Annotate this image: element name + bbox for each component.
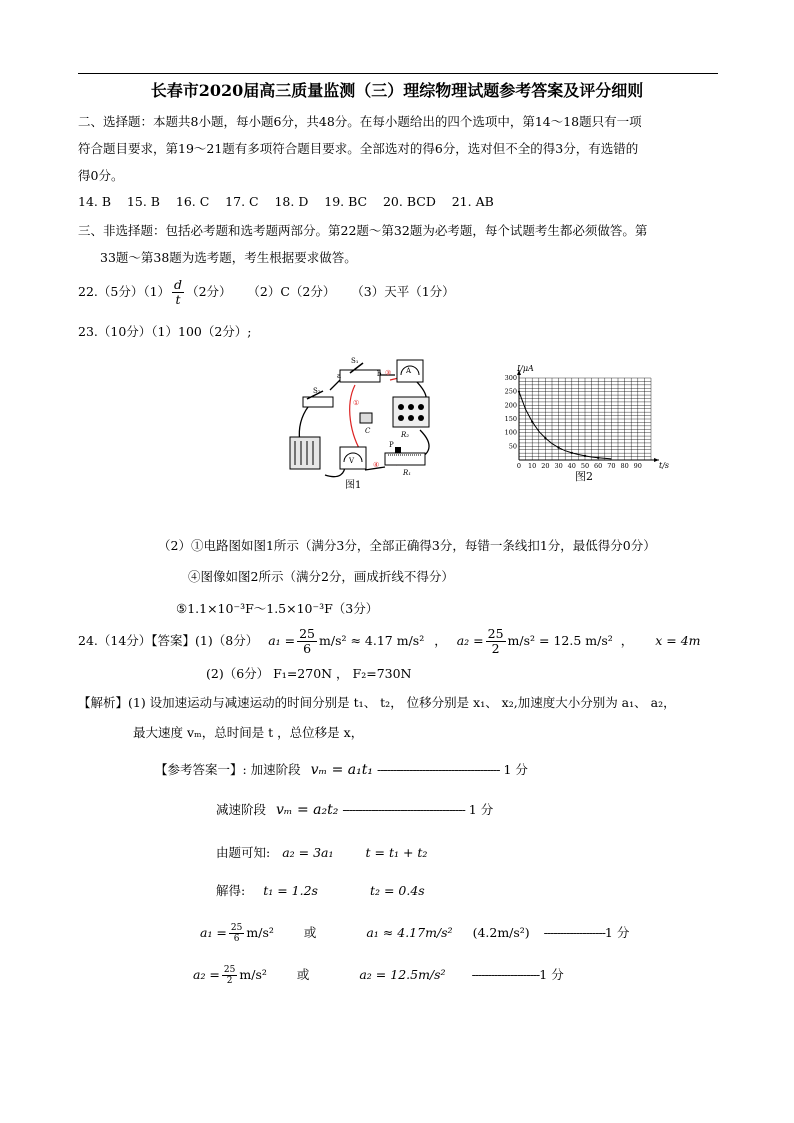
x-tick-label: 50	[580, 462, 590, 470]
x-tick-label: 70	[607, 462, 616, 470]
a2-frac	[222, 965, 237, 986]
label-n3: ③	[385, 369, 392, 377]
label-s1: S₁	[351, 357, 359, 365]
q24-analysis-line2: 最大速度 vₘ，总时间是 t ，总位移是 x，	[133, 725, 364, 740]
a1-frac-den: 6	[233, 934, 240, 944]
x-tick-label: 60	[594, 462, 603, 470]
y-tick-label: 150	[504, 415, 517, 423]
a1-or: 或	[303, 925, 317, 940]
chart-xlabel: t/s	[659, 461, 670, 470]
a2-score: 1 分	[539, 967, 564, 982]
q22-rest: （2分） （2）C（2分） （3）天平（1分）	[186, 284, 455, 299]
q22-frac-den: t	[175, 292, 181, 307]
a2-dash: ---------------------	[471, 967, 540, 982]
label-c: C	[365, 427, 371, 435]
section2-line2: 符合题目要求，第19～21题有多项符合题目要求。全部选对的得6分，选对但不全的得3分，有选错的	[78, 141, 639, 156]
x-tick-label: 0	[516, 462, 522, 470]
x-tick-label: 10	[528, 462, 537, 470]
circuit-figure	[285, 355, 445, 490]
ref1-label: 【参考答案一】: 加速阶段	[155, 762, 301, 777]
q22-fraction	[172, 278, 184, 307]
q24-a2-den: 2	[491, 641, 500, 656]
given-line	[216, 843, 427, 861]
q24-part2: (2)（6分） F₁=270N ， F₂=730N	[206, 666, 412, 681]
page-title: 长春市2020届高三质量监测（三）理综物理试题参考答案及评分细则	[150, 81, 644, 100]
a2-lhs: a₂ =	[193, 967, 220, 982]
y-tick-label: 50	[508, 442, 517, 451]
label-s2: S₂	[313, 387, 321, 395]
decel-dash: --------------------------------------	[342, 802, 465, 817]
label-b: b	[377, 370, 382, 378]
a1-frac	[229, 923, 244, 944]
a2-or: 或	[296, 967, 310, 982]
q24-header-prefix: 24.（14分）【答案】(1)（8分）	[78, 633, 259, 648]
label-r2: R₂	[401, 431, 410, 439]
a2-unit: m/s²	[239, 967, 267, 982]
label-p: P	[389, 441, 394, 449]
label-a: a	[337, 372, 342, 380]
a2-alt: a₂ = 12.5m/s²	[359, 967, 446, 982]
x-tick-label: 20	[541, 462, 550, 470]
q24-a1-frac	[297, 627, 317, 656]
x-tick-label: 90	[633, 462, 642, 470]
q24-a2-num: 25	[487, 626, 504, 641]
q23-line1: 23.（10分）（1）100（2分）;	[78, 324, 252, 339]
label-n4: ④	[373, 461, 380, 469]
a1-dash: -------------------	[543, 925, 605, 940]
a1-line	[200, 918, 629, 948]
given-label: 由题可知:	[216, 845, 271, 860]
section2-line1: 二、选择题：本题共8小题，每小题6分，共48分。在每小题给出的四个选项中，第14～18题只有一项	[78, 114, 642, 129]
ref1-score: 1 分	[503, 762, 528, 777]
data-point	[518, 391, 520, 393]
label-n1: ①	[353, 399, 360, 407]
q23-part2-1: （2）①电路图如图1所示（满分3分，全部正确得3分，每错一条线扣1分，最低得分0分）	[158, 538, 656, 553]
discharge-chart	[495, 360, 680, 485]
a1-unit: m/s²	[246, 925, 274, 940]
section2-line3: 得0分。	[78, 168, 124, 183]
q22-prefix: 22.（5分）（1）	[78, 284, 171, 299]
data-point	[584, 455, 586, 457]
decel-label: 减速阶段	[216, 802, 267, 817]
q24-x-eq: x = 4m	[655, 633, 701, 648]
a2-frac-num: 25	[223, 965, 236, 975]
q23-part2-4: ④图像如图2所示（满分2分，画成折线不得分）	[188, 569, 454, 584]
q24-a2-frac	[486, 627, 506, 656]
section3-line1: 三、非选择题：包括必考题和选考题两部分。第22题～第32题为必考题，每个试题考生都必须做答。第	[78, 223, 648, 238]
a1-score: 1 分	[604, 925, 630, 940]
q24-a1-den: 6	[303, 641, 312, 656]
q22-frac-num: d	[174, 277, 183, 292]
label-ammeter: A	[406, 367, 412, 375]
label-voltmeter: V	[349, 457, 355, 465]
ref1-dash: --------------------------------------	[376, 762, 500, 777]
fig1-caption: 图1	[345, 480, 362, 490]
ref1-eq: vₘ = a₁t₁	[310, 762, 373, 778]
q24-a1-num: 25	[299, 626, 316, 641]
decel-score: 1 分	[468, 802, 494, 817]
chart-grid	[519, 378, 651, 460]
q24-a2-tail: m/s² = 12.5 m/s²	[507, 633, 613, 648]
a1-paren: (4.2m/s²)	[472, 925, 530, 940]
a2-line	[193, 960, 564, 990]
data-point	[544, 437, 546, 439]
given-eq2: t = t₁ + t₂	[365, 845, 428, 860]
y-tick-label: 300	[504, 374, 517, 382]
solve-label: 解得:	[216, 883, 246, 898]
x-tick-label: 30	[554, 462, 563, 470]
y-tick-label: 200	[504, 401, 517, 410]
data-point	[571, 452, 573, 454]
solve-line	[216, 881, 425, 899]
top-rule	[78, 73, 718, 74]
a1-alt: a₁ ≈ 4.17m/s²	[366, 925, 453, 940]
y-tick-label: 100	[504, 428, 517, 437]
q24-answer-line: 24.（14分）【答案】(1)（8分） a₁ = $\frac{25}{6}$ m/s² ≈ 4.17 m/s² ， a₂ = $\frac{25}{2}$ m/s² = 12.5 m/s² ， x = 4m	[78, 626, 701, 656]
chart-series	[518, 391, 612, 459]
section3-line2: 33题～第38题为选考题，考生根据要求做答。	[100, 250, 357, 265]
q24-a1-eq: a₁ =	[268, 633, 296, 648]
y-tick-label: 250	[504, 387, 517, 396]
data-point	[558, 447, 560, 449]
q24-analysis-line1: 【解析】(1) 设加速运动与减速运动的时间分别是 t₁、 t₂， 位移分别是 x₁、 x₂,加速度大小分别为 a₁、 a₂，	[78, 695, 676, 710]
x-tick-label: 80	[620, 462, 629, 470]
solve-t1: t₁ = 1.2s	[263, 883, 318, 898]
choice-answers: 14. B 15. B 16. C 17. C 18. D 19. BC 20. BCD 21. AB	[78, 194, 494, 209]
q23-part2-5: ⑤1.1×10⁻³F～1.5×10⁻³F（3分）	[176, 601, 379, 616]
data-point	[531, 421, 533, 423]
decel-line	[216, 800, 493, 818]
data-point	[597, 457, 599, 459]
a2-frac-den: 2	[226, 976, 233, 986]
x-tick-label: 40	[567, 462, 576, 470]
decel-eq: vₘ = a₂t₂	[276, 802, 339, 818]
chart-ylabel: I/μA	[517, 364, 534, 373]
given-eq1: a₂ = 3a₁	[282, 845, 334, 860]
q22-line	[78, 278, 455, 307]
a1-lhs: a₁ =	[200, 925, 227, 940]
solve-t2: t₂ = 0.4s	[369, 883, 425, 898]
q24-a2-eq: a₂ =	[456, 633, 484, 648]
chart-caption: 图2	[575, 470, 593, 483]
ref1-line	[155, 760, 528, 778]
q24-a1-tail: m/s² ≈ 4.17 m/s²	[319, 633, 425, 648]
a1-frac-num: 25	[230, 923, 243, 933]
label-r1: R₁	[403, 469, 412, 477]
